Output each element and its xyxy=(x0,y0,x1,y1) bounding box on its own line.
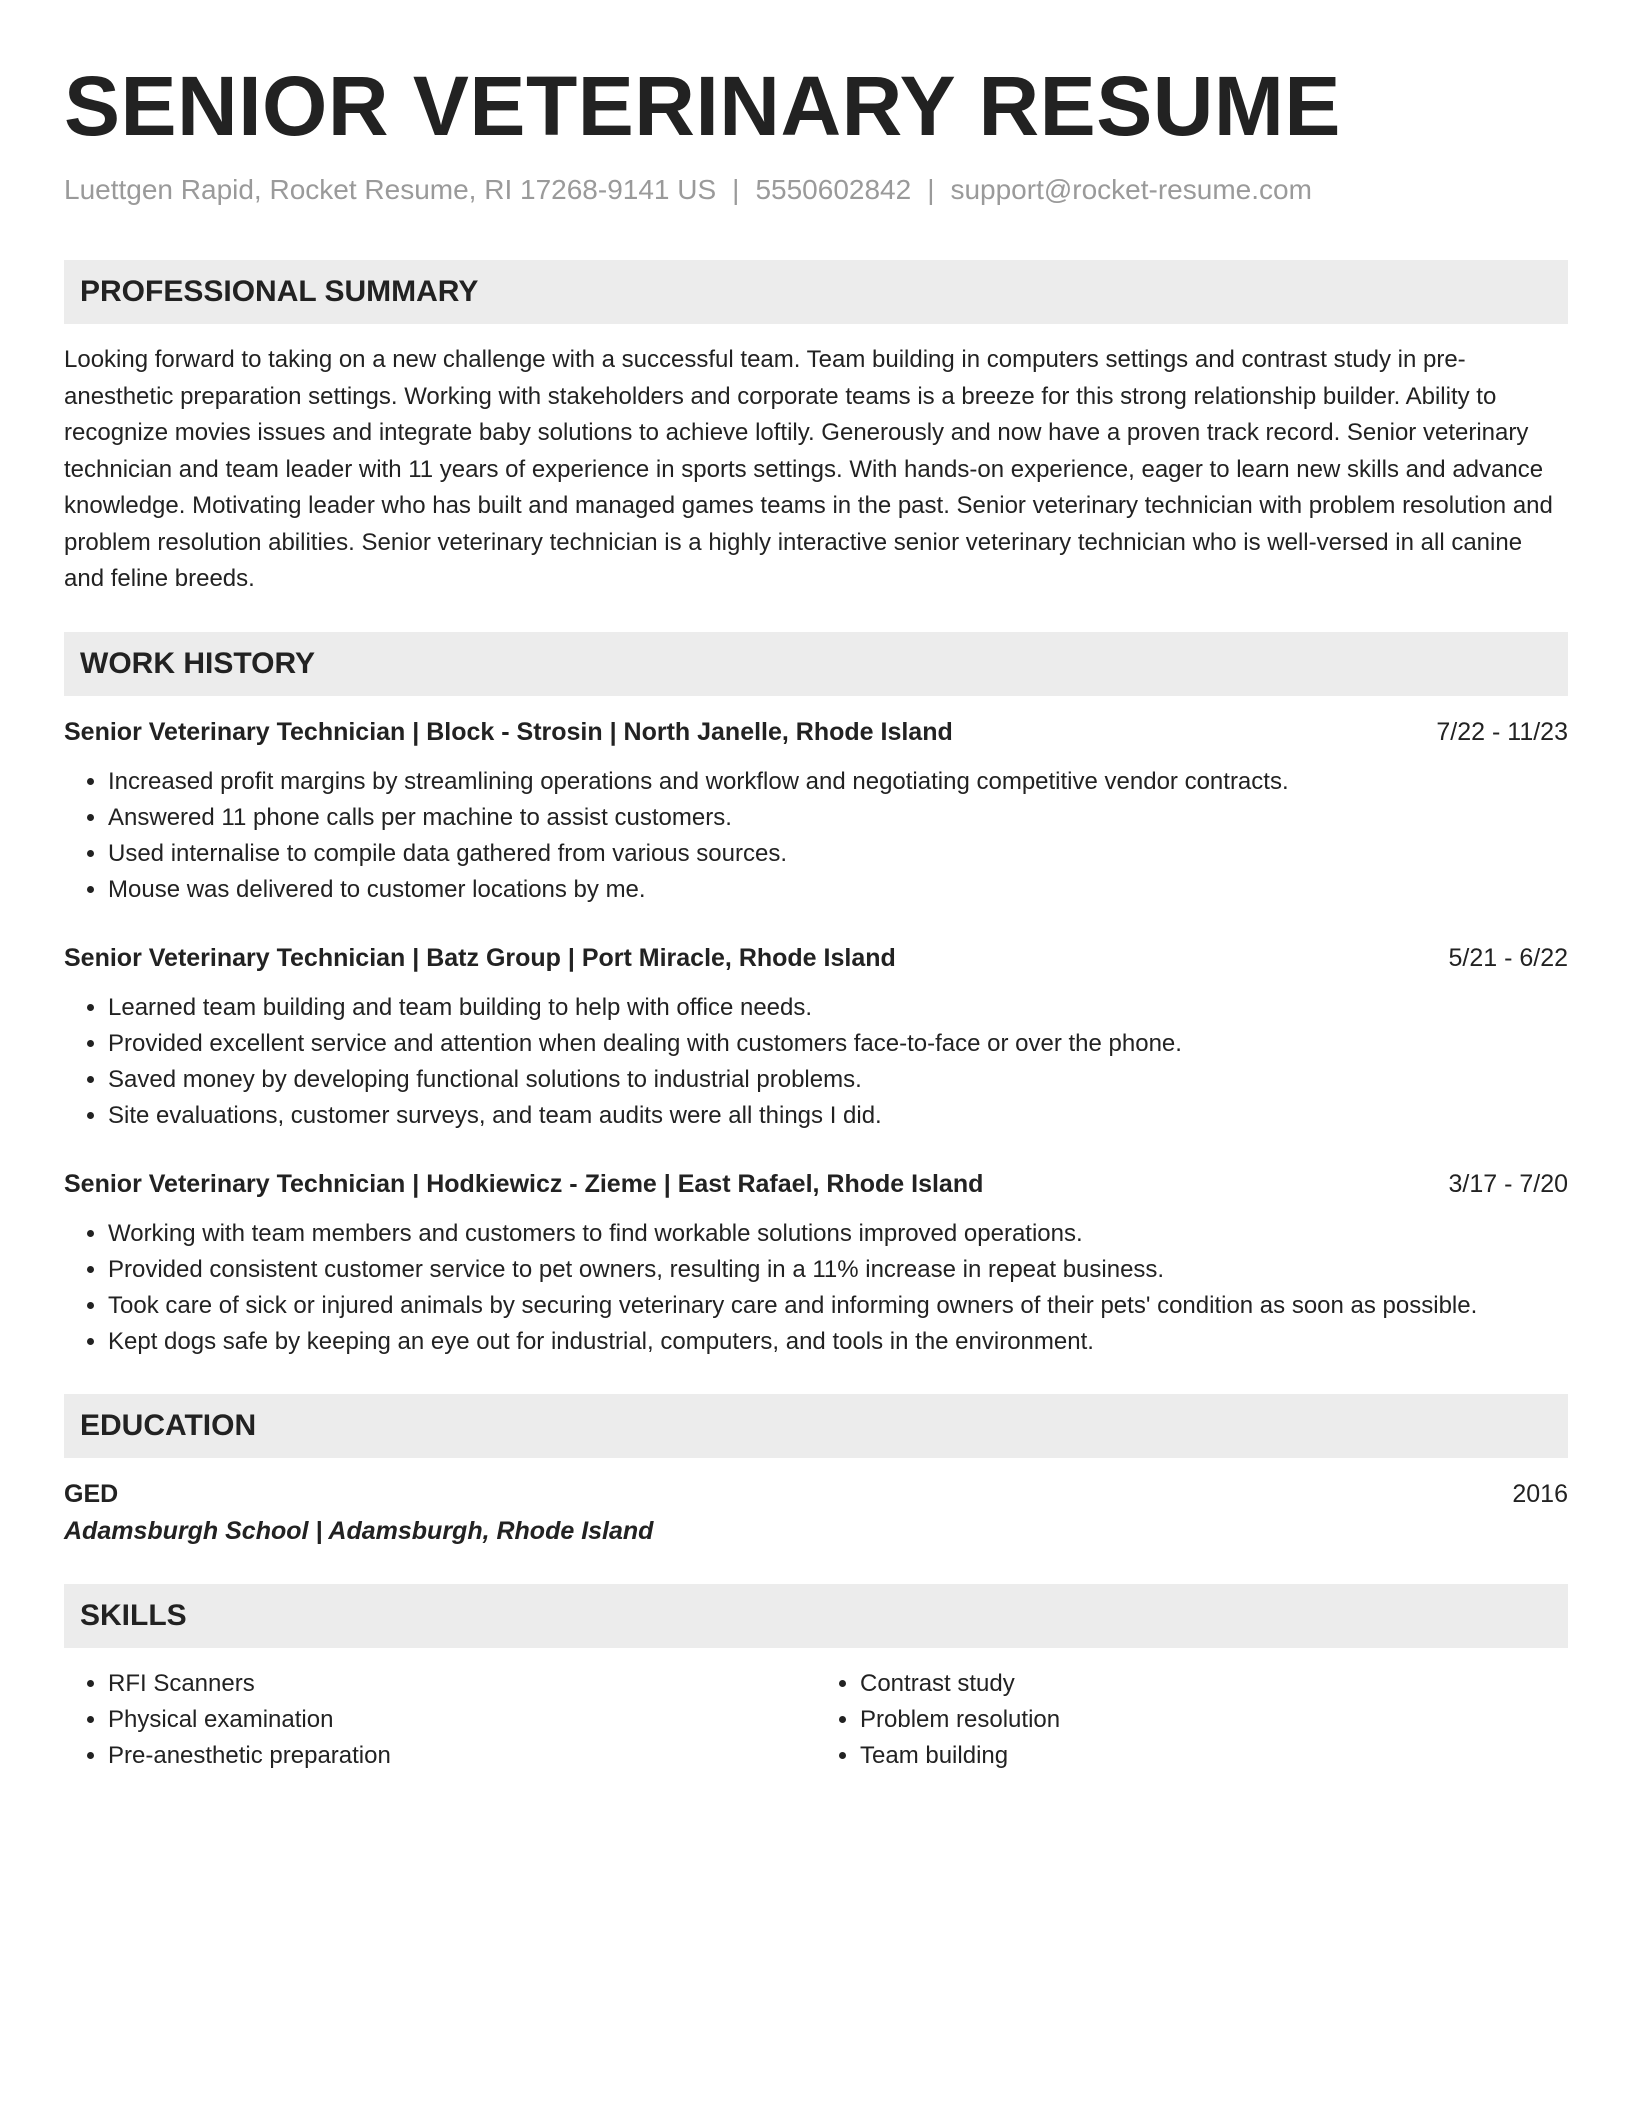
resume-title: SENIOR VETERINARY RESUME xyxy=(64,59,1341,153)
skill-item: • Pre-anesthetic preparation xyxy=(108,1738,816,1774)
job-bullet: • Provided excellent service and attention when dealing with customers face-to-face or over the phone. xyxy=(108,1026,1568,1062)
education-header xyxy=(64,1476,1568,1512)
job-header xyxy=(64,714,1568,750)
job-entry xyxy=(64,940,1568,1134)
job-bullet: • Provided consistent customer service to pet owners, resulting in a 11% increase in repeat business. xyxy=(108,1252,1568,1288)
job-dates: 7/22 - 11/23 xyxy=(1436,717,1568,746)
education-year: 2016 xyxy=(1512,1479,1568,1508)
job-bullet: • Mouse was delivered to customer locations by me. xyxy=(108,872,1568,908)
skills-column-left xyxy=(64,1666,816,1774)
job-title: Senior Veterinary Technician | Hodkiewicz - Zieme | East Rafael, Rhode Island xyxy=(64,1169,984,1198)
summary-text: Looking forward to taking on a new challenge with a successful team. Team building in computers settings and contrast study in pre-anesthetic preparation settings. Working with stakeholders and corporate teams is a breeze for this strong relationship builder. Ability to recognize movies issues and integrate baby solutions to achieve loftily. Generously and now have a proven track record. Senior veterinary technician and team leader with 11 years of experience in sports settings. With hands-on experience, eager to learn new skills and advance knowledge. Motivating leader who has built and managed games teams in the past. Senior veterinary technician with problem resolution and problem resolution abilities. Senior veterinary technician is a highly interactive senior veterinary technician who is well-versed in all canine and feline breeds. xyxy=(64,346,1553,592)
section-heading-education: EDUCATION xyxy=(64,1394,1568,1458)
contact-separator: | xyxy=(732,174,740,205)
job-bullet: • Answered 11 phone calls per machine to assist customers. xyxy=(108,800,1568,836)
job-bullets xyxy=(64,764,1568,908)
job-bullet: • Site evaluations, customer surveys, and team audits were all things I did. xyxy=(108,1098,1568,1134)
skill-item: • RFI Scanners xyxy=(108,1666,816,1702)
job-bullet: • Took care of sick or injured animals by securing veterinary care and informing owners of their pets' condition as soon as possible. xyxy=(108,1288,1568,1324)
section-heading-work-history: WORK HISTORY xyxy=(64,632,1568,696)
contact-phone[interactable]: 5550602842 xyxy=(755,174,912,205)
job-entry xyxy=(64,714,1568,908)
skill-item: • Problem resolution xyxy=(860,1702,1568,1738)
skills-column-right xyxy=(816,1666,1568,1774)
job-entry xyxy=(64,1166,1568,1360)
skill-item: • Physical examination xyxy=(108,1702,816,1738)
job-dates: 5/21 - 6/22 xyxy=(1448,943,1568,972)
skill-item: • Contrast study xyxy=(860,1666,1568,1702)
job-bullets xyxy=(64,1216,1568,1360)
job-bullet: • Kept dogs safe by keeping an eye out for industrial, computers, and tools in the environment. xyxy=(108,1324,1568,1360)
skills-list xyxy=(64,1666,1568,1774)
job-bullet: • Used internalise to compile data gathered from various sources. xyxy=(108,836,1568,872)
job-title: Senior Veterinary Technician | Batz Group | Port Miracle, Rhode Island xyxy=(64,943,896,972)
contact-email[interactable]: support@rocket-resume.com xyxy=(950,174,1312,205)
job-bullet: • Increased profit margins by streamlining operations and workflow and negotiating competitive vendor contracts. xyxy=(108,764,1568,800)
contact-separator: | xyxy=(927,174,935,205)
contact-address: Luettgen Rapid, Rocket Resume, RI 17268-9141 US xyxy=(64,174,717,205)
job-bullet: • Working with team members and customers to find workable solutions improved operations. xyxy=(108,1216,1568,1252)
education-school: Adamsburgh School | Adamsburgh, Rhode Island xyxy=(64,1516,654,1545)
job-dates: 3/17 - 7/20 xyxy=(1448,1169,1568,1198)
job-header xyxy=(64,940,1568,976)
job-bullet: • Saved money by developing functional solutions to industrial problems. xyxy=(108,1062,1568,1098)
education-degree: GED xyxy=(64,1479,119,1508)
job-header xyxy=(64,1166,1568,1202)
contact-line xyxy=(64,172,1568,208)
section-heading-skills: SKILLS xyxy=(64,1584,1568,1648)
job-bullets xyxy=(64,990,1568,1134)
job-title: Senior Veterinary Technician | Block - Strosin | North Janelle, Rhode Island xyxy=(64,717,953,746)
skill-item: • Team building xyxy=(860,1738,1568,1774)
section-heading-summary: PROFESSIONAL SUMMARY xyxy=(64,260,1568,324)
job-bullet: • Learned team building and team building to help with office needs. xyxy=(108,990,1568,1026)
